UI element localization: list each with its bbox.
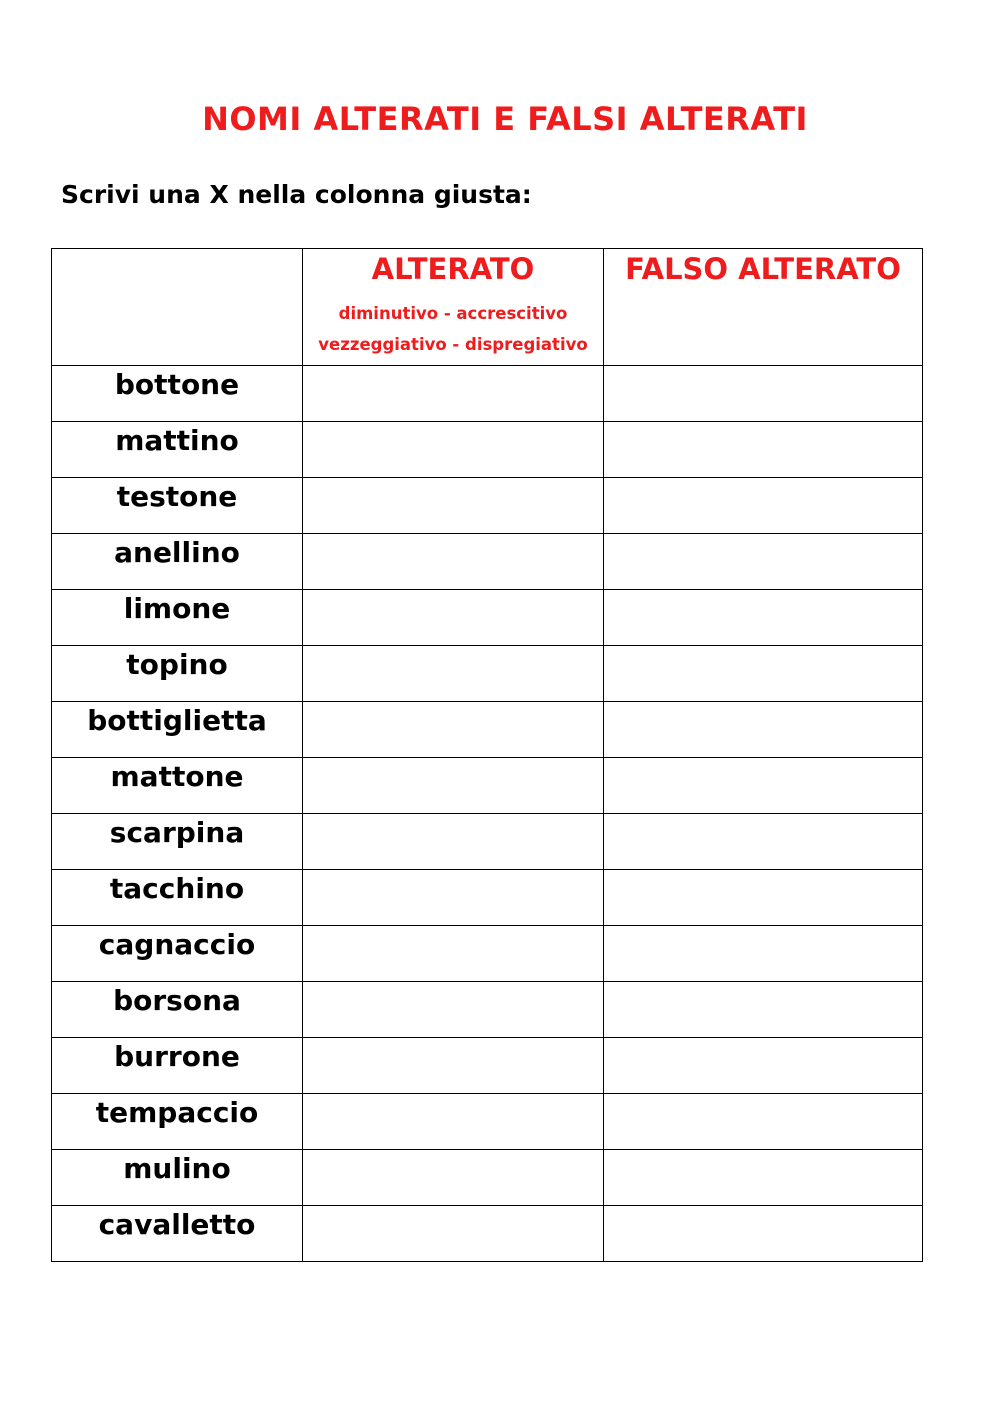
falso-alterato-answer-cell[interactable] — [604, 1206, 923, 1262]
word-label: burrone — [114, 1040, 240, 1073]
word-cell — [52, 758, 303, 814]
alterato-answer-cell[interactable] — [303, 814, 604, 870]
falso-alterato-answer-cell[interactable] — [604, 1094, 923, 1150]
alterato-answer-cell[interactable] — [303, 366, 604, 422]
falso-alterato-answer-cell[interactable] — [604, 982, 923, 1038]
word-label: borsona — [113, 984, 241, 1017]
table-row — [52, 366, 923, 422]
alterato-answer-cell[interactable] — [303, 758, 604, 814]
word-cell — [52, 534, 303, 590]
alterato-answer-cell[interactable] — [303, 422, 604, 478]
word-label: topino — [126, 648, 228, 681]
word-label: cagnaccio — [98, 928, 256, 961]
word-cell — [52, 646, 303, 702]
table-row — [52, 702, 923, 758]
table-row — [52, 926, 923, 982]
word-cell — [52, 1206, 303, 1262]
alterato-answer-cell[interactable] — [303, 1150, 604, 1206]
alterato-answer-cell[interactable] — [303, 646, 604, 702]
alterato-answer-cell[interactable] — [303, 982, 604, 1038]
table-row — [52, 1206, 923, 1262]
alterato-answer-cell[interactable] — [303, 926, 604, 982]
alterato-answer-cell[interactable] — [303, 702, 604, 758]
header-alterato-cell — [303, 249, 604, 366]
falso-alterato-answer-cell[interactable] — [604, 870, 923, 926]
word-cell — [52, 814, 303, 870]
falso-alterato-answer-cell[interactable] — [604, 1038, 923, 1094]
header-alterato-types-1: diminutivo - accrescitivo — [338, 304, 568, 323]
word-label: limone — [123, 592, 231, 625]
word-label: mattino — [115, 424, 239, 457]
exercise-table — [51, 248, 923, 1262]
instruction-text: Scrivi una X nella colonna giusta: — [61, 180, 532, 209]
table-row — [52, 1150, 923, 1206]
falso-alterato-answer-cell[interactable] — [604, 422, 923, 478]
word-label: tempaccio — [95, 1096, 259, 1129]
header-empty-cell — [52, 249, 303, 366]
word-cell — [52, 1150, 303, 1206]
word-cell — [52, 590, 303, 646]
word-label: bottone — [114, 368, 240, 401]
word-label: anellino — [114, 536, 240, 569]
word-label: scarpina — [109, 816, 245, 849]
falso-alterato-answer-cell[interactable] — [604, 534, 923, 590]
table-row — [52, 534, 923, 590]
table-row — [52, 1094, 923, 1150]
table-row — [52, 646, 923, 702]
alterato-answer-cell[interactable] — [303, 1094, 604, 1150]
header-alterato: ALTERATO — [371, 252, 535, 286]
table-header-row — [52, 249, 923, 366]
header-falso-cell — [604, 249, 923, 366]
word-cell — [52, 982, 303, 1038]
word-cell — [52, 366, 303, 422]
alterato-answer-cell[interactable] — [303, 1038, 604, 1094]
word-label: cavalletto — [98, 1208, 256, 1241]
falso-alterato-answer-cell[interactable] — [604, 590, 923, 646]
word-cell — [52, 702, 303, 758]
page-title: NOMI ALTERATI E FALSI ALTERATI — [202, 100, 808, 138]
alterato-answer-cell[interactable] — [303, 534, 604, 590]
word-cell — [52, 478, 303, 534]
table-row — [52, 814, 923, 870]
word-label: testone — [116, 480, 238, 513]
word-cell — [52, 1038, 303, 1094]
word-label: mulino — [123, 1152, 231, 1185]
falso-alterato-answer-cell[interactable] — [604, 366, 923, 422]
table-row — [52, 982, 923, 1038]
alterato-answer-cell[interactable] — [303, 590, 604, 646]
falso-alterato-answer-cell[interactable] — [604, 478, 923, 534]
falso-alterato-answer-cell[interactable] — [604, 758, 923, 814]
word-cell — [52, 870, 303, 926]
falso-alterato-answer-cell[interactable] — [604, 926, 923, 982]
alterato-answer-cell[interactable] — [303, 870, 604, 926]
table-row — [52, 758, 923, 814]
header-alterato-types-2: vezzeggiativo - dispregiativo — [318, 335, 588, 354]
table-row — [52, 870, 923, 926]
table-row — [52, 1038, 923, 1094]
falso-alterato-answer-cell[interactable] — [604, 702, 923, 758]
falso-alterato-answer-cell[interactable] — [604, 814, 923, 870]
table-row — [52, 590, 923, 646]
word-label: tacchino — [109, 872, 245, 905]
word-label: bottiglietta — [87, 704, 267, 737]
table-row — [52, 478, 923, 534]
falso-alterato-answer-cell[interactable] — [604, 1150, 923, 1206]
word-cell — [52, 926, 303, 982]
header-falso-alterato: FALSO ALTERATO — [625, 252, 901, 286]
falso-alterato-answer-cell[interactable] — [604, 646, 923, 702]
alterato-answer-cell[interactable] — [303, 478, 604, 534]
word-label: mattone — [110, 760, 244, 793]
table-row — [52, 422, 923, 478]
word-cell — [52, 422, 303, 478]
alterato-answer-cell[interactable] — [303, 1206, 604, 1262]
word-cell — [52, 1094, 303, 1150]
